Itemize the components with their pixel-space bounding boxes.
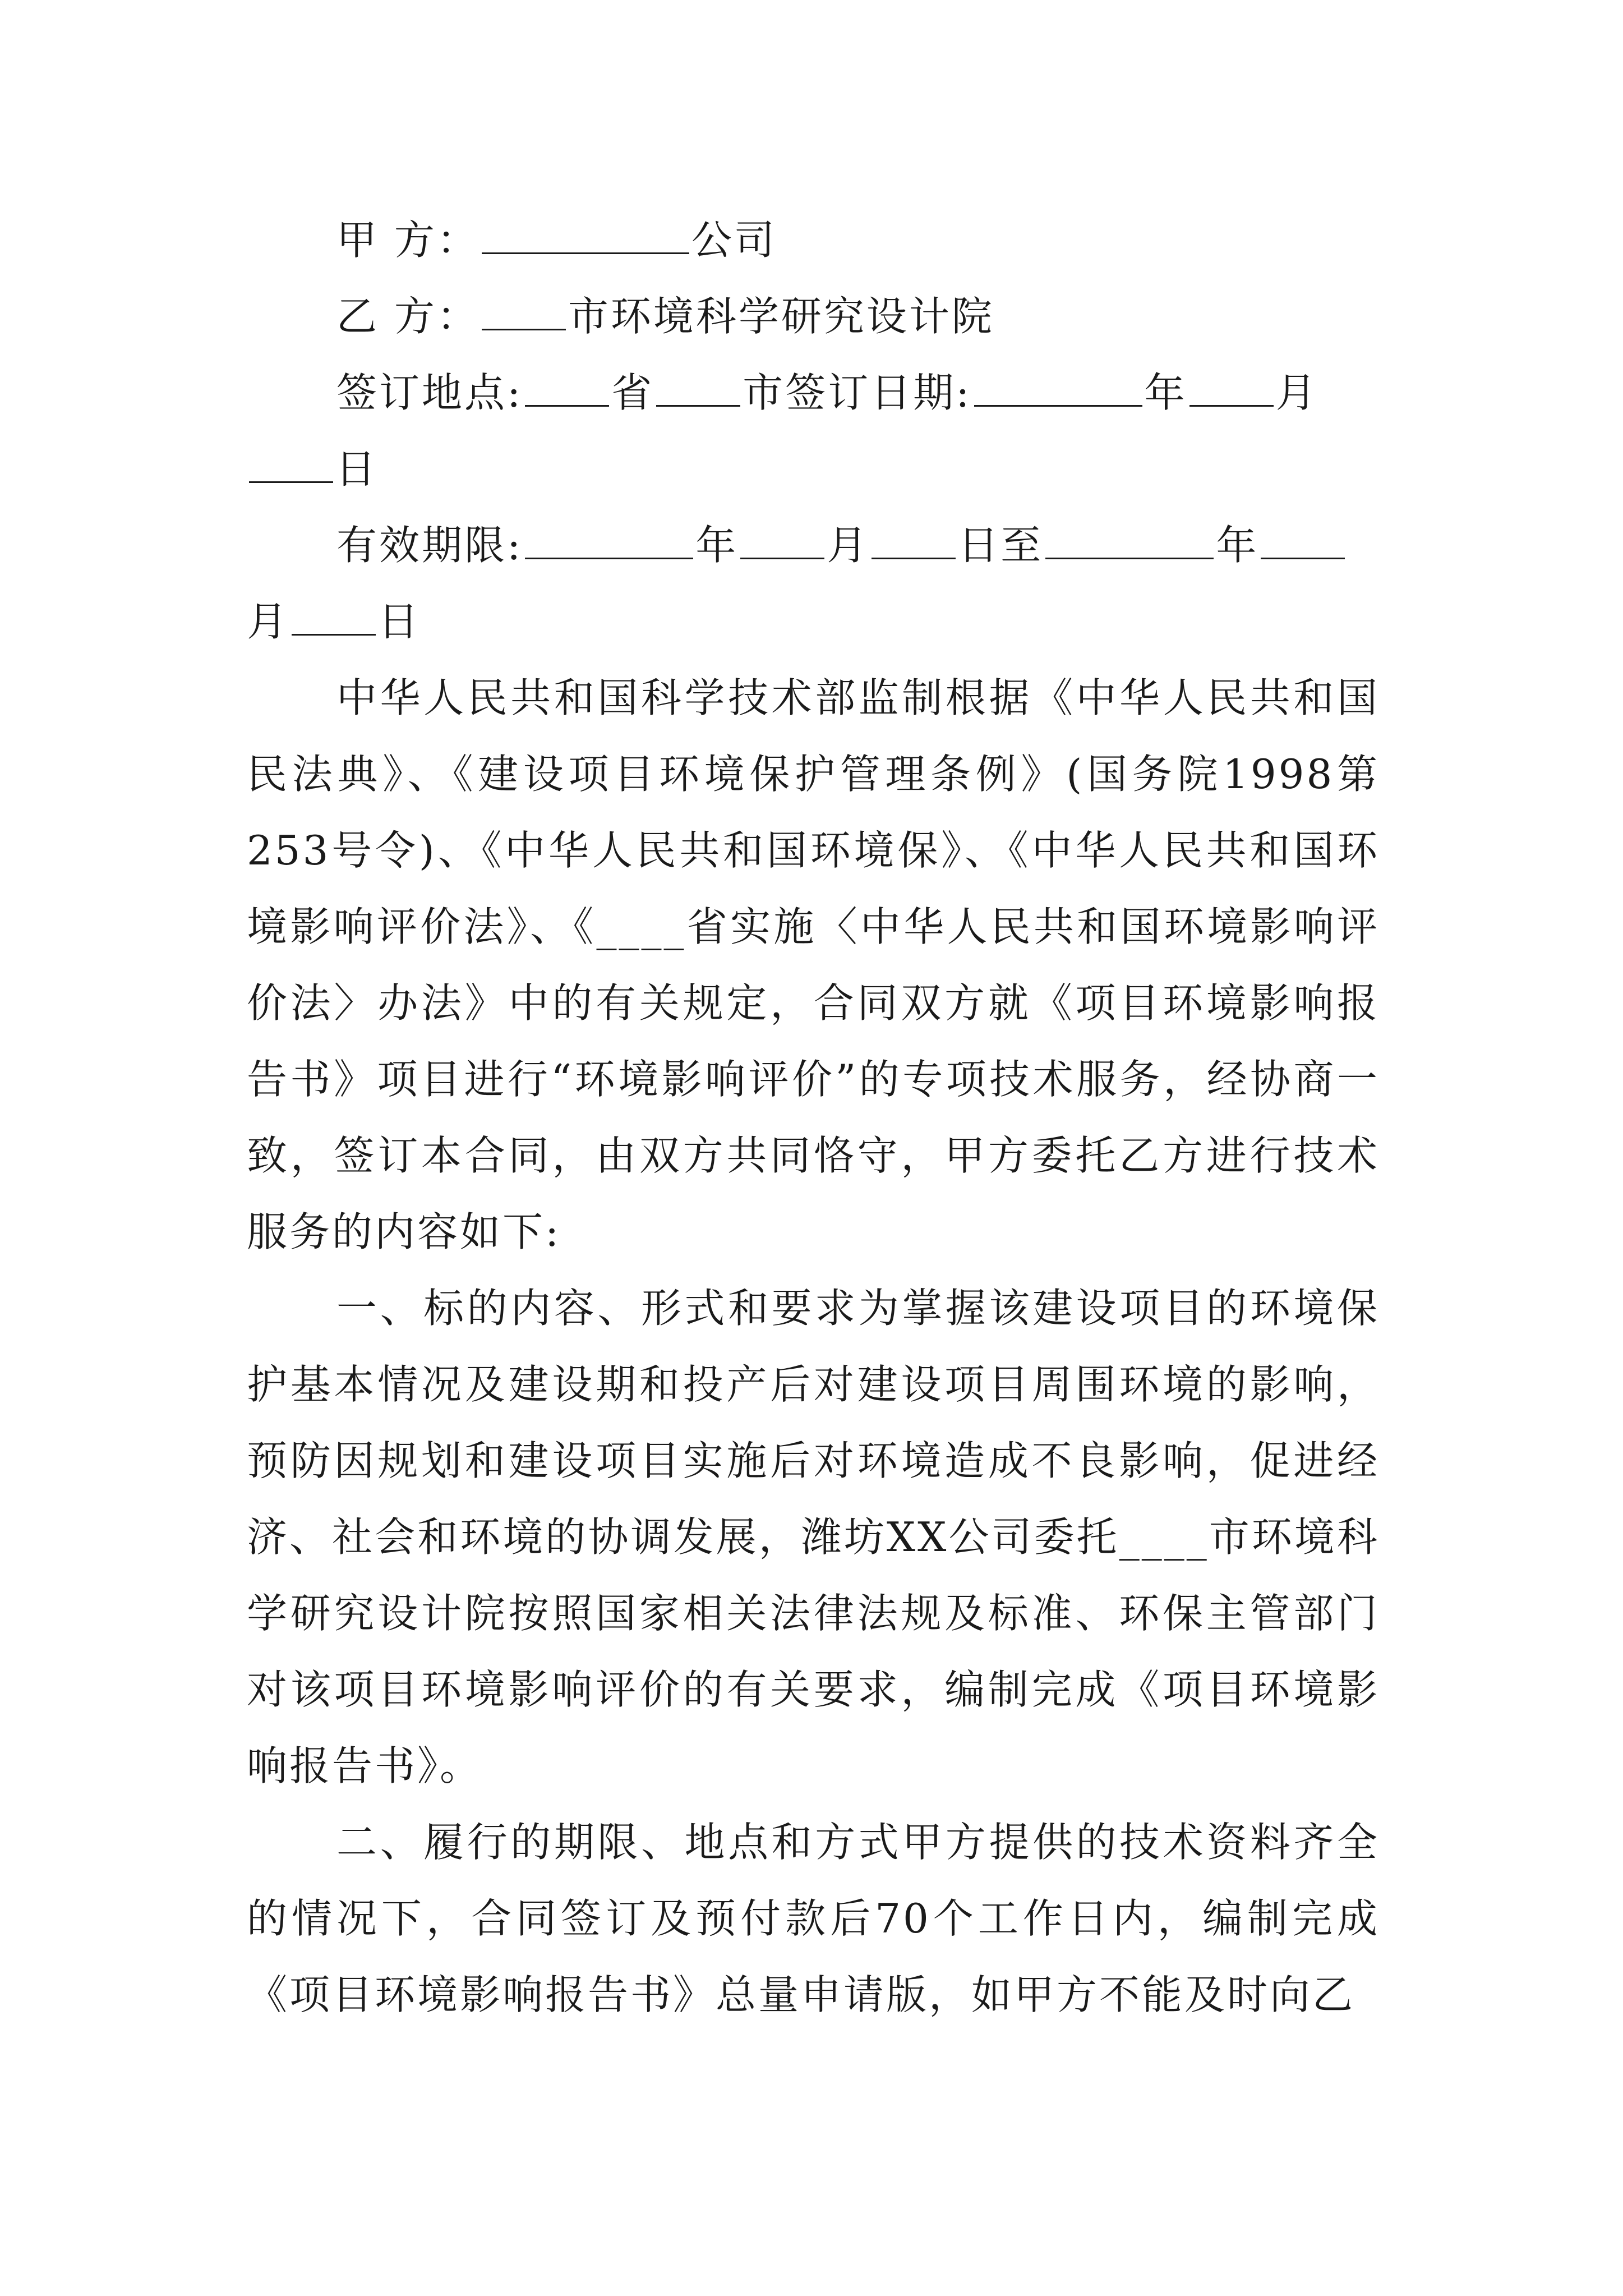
- sign-month-word: 月: [1275, 369, 1318, 416]
- party-a-line: [247, 202, 1380, 278]
- section-2-paragraph: 二、履行的期限、地点和方式甲方提供的技术资料齐全的情况下，合同签订及预付款后70个工作日内，编制完成《项目环境影响报告书》总量申请版，如甲方不能及时向乙: [247, 1819, 1380, 2018]
- province-blank: [525, 361, 609, 407]
- valid-to-year-blank: [1045, 514, 1214, 559]
- sign-year-blank: [974, 361, 1142, 407]
- party-b-label: 乙 方：: [336, 293, 479, 340]
- sign-day-blank: [249, 438, 333, 483]
- valid-to-month-word: 月: [247, 598, 290, 645]
- party-a-suffix: 公司: [691, 217, 777, 264]
- validity-label: 有效期限:: [336, 522, 523, 569]
- validity-line: [247, 507, 1380, 583]
- section-1-paragraph: 一、标的内容、形式和要求为掌握该建设项目的环境保护基本情况及建设期和投产后对建设项目周围环境的影响，预防因规划和建设项目实施后对环境造成不良影响，促进经济、社会和环境的协调发展，潍坊XX公司委托____市环境科学研究设计院按照国家相关法律法规及标准、环保主管部门对该项目环境影响评价的有关要求，编制完成《项目环境影响报告书》。: [247, 1285, 1380, 1789]
- valid-from-day-blank: [872, 514, 956, 559]
- sign-year-word: 年: [1144, 369, 1187, 416]
- valid-to-year-word: 年: [1216, 522, 1259, 569]
- party-b-suffix: 市环境科学研究设计院: [568, 293, 994, 340]
- party-a-label: 甲 方：: [336, 217, 479, 264]
- sign-day-word: 日: [335, 445, 379, 493]
- sign-place-line: [247, 355, 1380, 431]
- contract-body: [247, 202, 1380, 2033]
- sign-month-blank: [1189, 361, 1274, 407]
- intro-paragraph: 中华人民共和国科学技术部监制根据《中华人民共和国民法典》、《建设项目环境保护管理条例》(国务院1998第253号令)、《中华人民共和国环境保》、《中华人民共和国环境影响评价法》、《____省实施〈中华人民共和国环境影响评价法〉办法》中的有关规定，合同双方就《项目环境影响报告书》项目进行“环境影响评价”的专项技术服务，经协商一致，签订本合同，由双方共同恪守，甲方委托乙方进行技术服务的内容如下:: [247, 674, 1380, 1255]
- province-word: 省: [611, 369, 654, 416]
- valid-from-year-blank: [525, 514, 693, 559]
- valid-to-day-blank: [292, 590, 376, 636]
- valid-from-year-word: 年: [695, 522, 739, 569]
- sign-day-line: [247, 431, 1380, 507]
- city-sign-date-label: 市签订日期:: [743, 369, 972, 416]
- valid-to-day-word: 日: [378, 598, 421, 645]
- sign-place-label: 签订地点:: [336, 369, 523, 416]
- valid-from-month-blank: [740, 514, 824, 559]
- party-a-blank: [482, 209, 689, 254]
- party-b-line: [247, 278, 1380, 355]
- party-b-blank: [482, 285, 566, 330]
- valid-to-month-blank: [1261, 514, 1345, 559]
- validity-end-line: [247, 583, 1380, 660]
- valid-from-month-word: 月: [827, 522, 870, 569]
- valid-day-to-word: 日至: [958, 522, 1044, 569]
- city-blank: [656, 361, 740, 407]
